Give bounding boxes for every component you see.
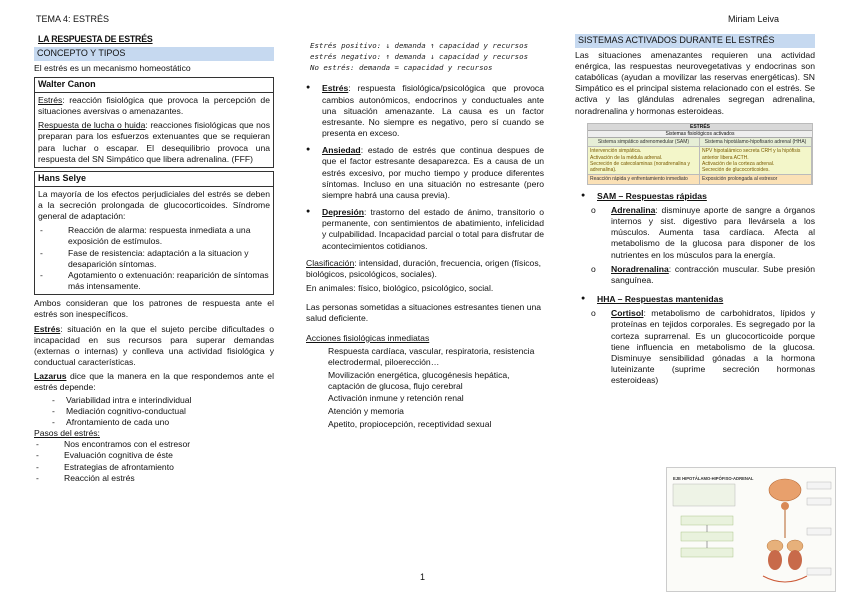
bullet-estres: ● Estrés: respuesta fisiológica/psicológica que provoca cambios autonómicos, endocrinos y conductuales ante una situación amenazante. La causa es un factor estresante. No siempre es negativo, pero sí cuando se presenta en exceso. xyxy=(306,83,544,139)
list-item: Apetito, propiocepción, receptividad sexual xyxy=(328,418,492,429)
list-item: - Evaluación cognitiva de éste xyxy=(36,450,274,461)
diagram-feedback-arrow xyxy=(763,576,807,582)
middle-column xyxy=(306,40,544,431)
cannon-fight: Respuesta de lucha o huida: reacciones fisiológicas que nos preparan para los esfuerzos extenuantes que se requieran para luchar o escapar. El desequilibrio provoca una respuesta del SN Simpático que libera adrenalina. (FFF) xyxy=(38,120,270,164)
diagram-label-box xyxy=(807,482,831,489)
list-item: Atención y memoria xyxy=(328,406,404,417)
page-number: 1 xyxy=(420,572,426,582)
left-column xyxy=(34,34,274,484)
hpa-axis-diagram xyxy=(666,467,836,592)
diagram-label-box xyxy=(807,498,831,505)
table-head-hha: Sistema hipotálamo-hipofisario adrenal (HHA) xyxy=(700,138,812,147)
sub-item-adrenalina: o Adrenalina: disminuye aporte de sangre a órganos internos y sist. digestivo para llevársela a los músculos. Aumenta tasa cardíaca. Afecta al metabolismo de la glucosa para disponer de los nutrientes en los músculos para la energía. xyxy=(587,205,815,261)
sub-item-cortisol: o Cortisol: metabolismo de carbohidratos, lípidos y proteínas en tejidos corporales. Es segregado por la corteza suprarrenal. Es un glucocorticoide porque tiene influencia en metabolismo de la glucosa. Disminuye sensibilidad gónadas a la hormona luteinizante (suprime secreción hormonas esteroideas) xyxy=(587,308,815,386)
selye-text: La mayoría de los efectos perjudiciales del estrés se deben a la secreción prolongada de glucocorticoides. Síndrome general de adaptación: xyxy=(38,188,270,222)
diagram-note-box xyxy=(673,484,735,506)
brain-shape xyxy=(769,479,801,501)
table-subtitle: Sistemas fisiológicos activados xyxy=(588,131,812,138)
intro-text: El estrés es un mecanismo homeostático xyxy=(34,63,191,74)
cannon-box xyxy=(34,77,274,168)
list-item: Movilización energética, glucogénesis hepática, captación de glucosa, flujo cerebral xyxy=(328,369,510,391)
estres-definition: Estrés: situación en la que el sujeto percibe dificultades o incapacidad en sus recursos para superar demandas (externas o internas) y conlleva una actividad fisiológica y conductual características. xyxy=(34,323,274,368)
concept-band: CONCEPTO Y TIPOS xyxy=(34,47,274,61)
table-cell-hha: NPV hipotalámico secreta CRH y la hipófisis anterior libera ACTH. Activación de la corteza adrenal. Secreción de glucocorticoides. xyxy=(700,147,812,174)
cannon-def: Estrés: reacción fisiológica que provoca la percepción de situaciones aversivas o amenazantes. xyxy=(38,94,270,117)
systems-intro: Las situaciones amenazantes requieren una actividad enérgica, las respuestas neurovegetativas y endocrinas son catabólicas (ayudan a movilizar las reservas energéticas). SN Simpático es el principal sistema relacionado con el estrés. Se activa y las glándulas adrenales segregan adrenalina, noradrenalina y hormonas esteroideas. xyxy=(575,49,815,116)
author-header: Miriam Leiva xyxy=(728,14,780,24)
pituitary-shape xyxy=(781,502,789,510)
steps-title: Pasos del estrés: xyxy=(34,428,100,439)
table-foot-sam: Reacción rápida y enfrentamiento inmediato xyxy=(588,174,700,183)
handwritten-notes xyxy=(310,40,544,73)
list-item: - Afrontamiento de cada uno xyxy=(36,417,274,428)
diagram-step-box xyxy=(681,516,733,525)
list-item: - Reacción de alarma: respuesta inmediata a una exposición de estímulos. xyxy=(40,225,270,247)
diagram-title: EJE HIPOTÁLAMO-HIPÓFISO-ADRENAL xyxy=(673,476,754,481)
hand-note: estrés negativo: ↑ demanda ↓ capacidad y recursos xyxy=(310,52,529,62)
acciones-list xyxy=(328,346,544,430)
table-title: ESTRÉS xyxy=(588,124,812,131)
kidney-shape xyxy=(788,550,802,570)
table-foot-hha: Exposición prolongada al estresor xyxy=(700,174,812,183)
systems-band: SISTEMAS ACTIVADOS DURANTE EL ESTRÉS xyxy=(575,34,815,48)
list-item: - Variabilidad intra e interindividual xyxy=(36,395,274,406)
section-title: LA RESPUESTA DE ESTRÉS xyxy=(38,34,153,44)
list-item: Activación inmune y retención renal xyxy=(328,393,464,404)
hand-note: No estrés: demanda = capacidad y recursos xyxy=(310,63,493,73)
sam-title: ● SAM – Respuestas rápidas xyxy=(581,191,815,202)
sub-item-noradrenalina: o Noradrenalina: contracción muscular. Sube presión sanguínea. xyxy=(587,264,815,286)
list-item: - Nos encontramos con el estresor xyxy=(36,439,274,450)
diagram-step-box xyxy=(681,548,733,557)
health-text: Las personas sometidas a situaciones estresantes tienen una salud deficiente. xyxy=(306,302,542,324)
both-text: Ambos consideran que los patrones de respuesta ante el estrés son inespecíficos. xyxy=(34,298,274,320)
animals-text: En animales: físico, biológico, psicológico, social. xyxy=(306,283,494,294)
bullet-ansiedad: ● Ansiedad: estado de estrés que continua despues de que el factor estresante desaparezca. Es a causa de un estrés excesivo, por mucho tiempo y produce diferentes síntomas. Incluso en una situación no estresante (pero siempre habrá una causa previa). xyxy=(306,145,544,201)
steps-list xyxy=(36,439,274,484)
list-item: - Reacción al estrés xyxy=(36,473,274,484)
acciones-title: Acciones fisiológicas inmediatas xyxy=(306,332,430,343)
diagram-label-box xyxy=(807,568,831,575)
bullet-depresion: ● Depresión: trastorno del estado de ánimo, transitorio o permanente, con sentimientos de abatimiento, infelicidad y culpabilidad. Incapacidad parcial o total para disfrutar de acontecimientos cotidianos. xyxy=(306,207,544,252)
diagram-step-box xyxy=(681,532,733,541)
hpa-diagram-svg xyxy=(667,468,837,593)
selye-title: Hans Selye xyxy=(35,172,273,187)
classification-text: Clasificación: intensidad, duración, frecuencia, origen (físicos, biológicos, psicológicos, sociales). xyxy=(306,257,542,279)
diagram-label-box xyxy=(807,528,831,535)
list-item: - Agotamiento o extenuación: reaparición de síntomas más intensamente. xyxy=(40,270,270,292)
lazarus-text: Lazarus dice que la manera en la que respondemos ante el estrés depende: xyxy=(34,371,274,393)
topic-header: TEMA 4: ESTRÉS xyxy=(36,14,110,24)
stress-systems-table xyxy=(587,123,813,185)
hha-title: ● HHA – Respuestas mantenidas xyxy=(581,294,815,305)
list-item: - Estrategias de afrontamiento xyxy=(36,462,274,473)
selye-phases xyxy=(40,225,270,292)
list-item: - Mediación cognitivo-conductual xyxy=(36,406,274,417)
lazarus-list xyxy=(36,395,274,429)
kidney-shape xyxy=(768,550,782,570)
table-cell-sam: Intervención simpática. Activación de la médula adrenal. Secreción de catecolaminas (noradrenalina y adrenalina). xyxy=(588,147,700,174)
cannon-title: Walter Canon xyxy=(35,78,273,93)
list-item: Respuesta cardíaca, vascular, respiratoria, resistencia electrodermal, piloerección… xyxy=(328,345,535,367)
table-head-sam: Sistema simpático adrenomedular (SAM) xyxy=(588,138,700,147)
hand-note: Estrés positivo: ↓ demanda ↑ capacidad y recursos xyxy=(310,41,529,50)
right-column xyxy=(575,34,815,389)
selye-box xyxy=(34,171,274,295)
list-item: - Fase de resistencia: adaptación a la situacion y desaparición síntomas. xyxy=(40,248,270,270)
